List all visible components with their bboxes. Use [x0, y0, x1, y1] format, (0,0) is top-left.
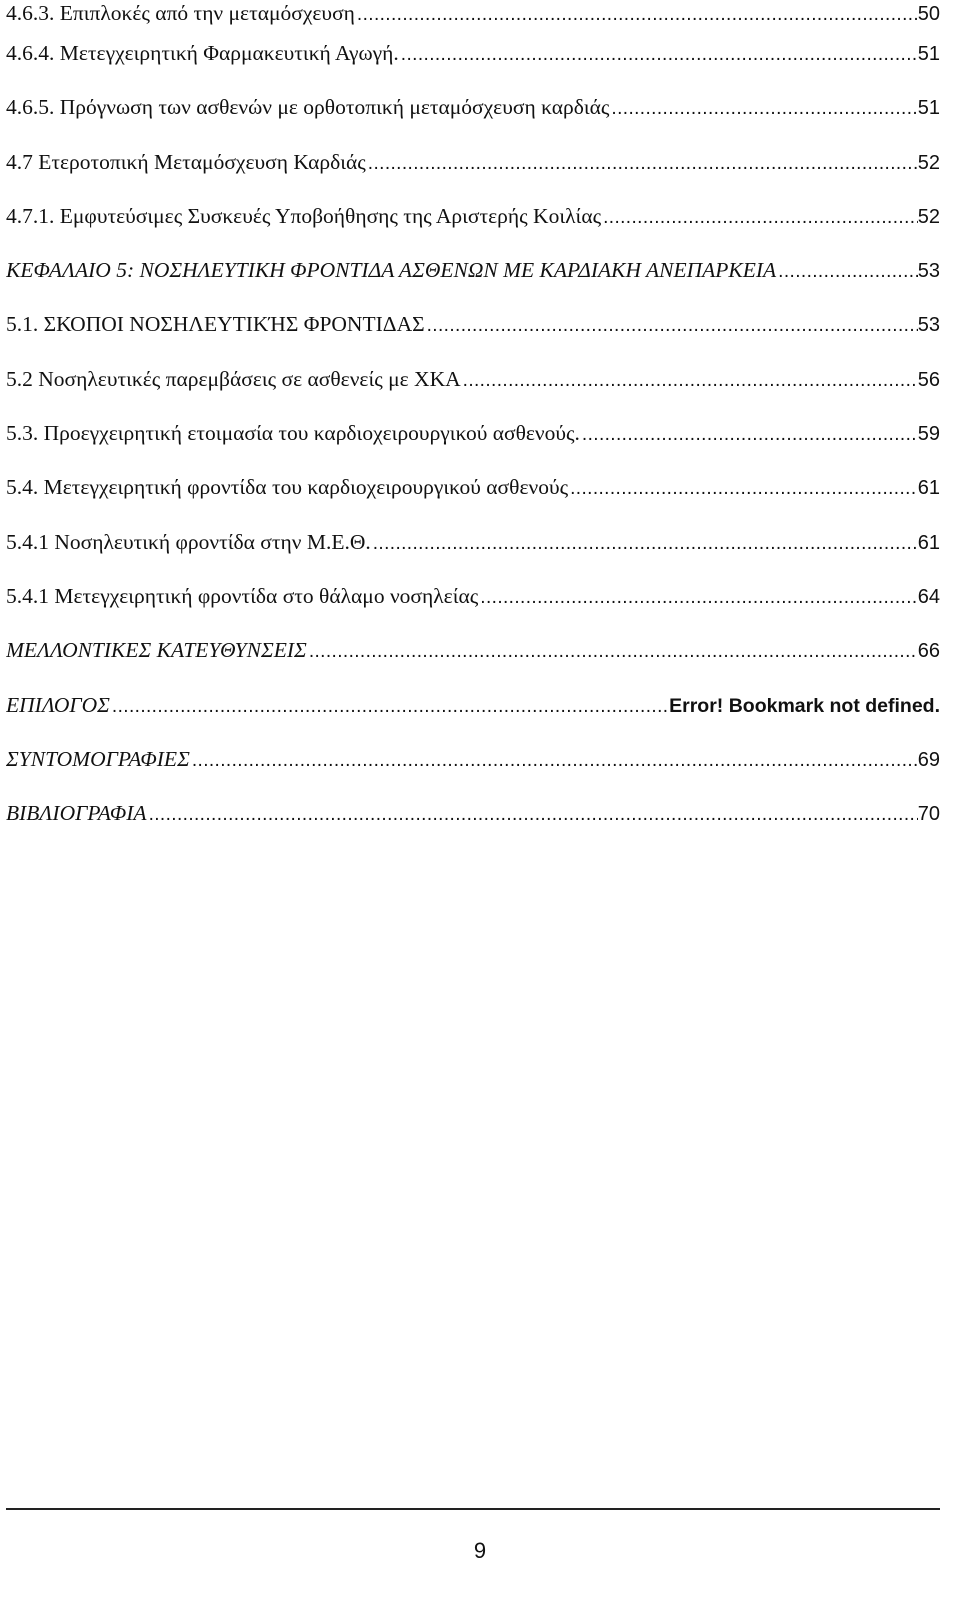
toc-entry-title: ΕΠΙΛΟΓΟΣ — [6, 692, 110, 717]
toc-entry-page: 56 — [917, 368, 940, 391]
toc-entry-title: 5.3. Προεγχειρητική ετοιμασία του καρδιοχειρουργικού ασθενούς. — [6, 421, 580, 446]
toc-entry-page: 51 — [917, 97, 940, 120]
toc-dot-leader — [110, 680, 669, 732]
toc-entry[interactable] — [6, 135, 940, 189]
toc-entry[interactable] — [6, 0, 940, 26]
toc-entry[interactable] — [6, 460, 940, 514]
toc-entry-section[interactable] — [6, 732, 940, 786]
toc-entry-title: ΣΥΝΤΟΜΟΓΡΑΦΙΕΣ — [6, 746, 190, 771]
toc-entry-page: 70 — [917, 803, 940, 826]
toc-dot-leader — [399, 28, 918, 80]
toc-entry-page: 52 — [917, 205, 940, 228]
toc-entry-page: 66 — [917, 640, 940, 663]
toc-entry-page-error: Error! Bookmark not defined. — [669, 694, 940, 717]
toc-entry-title: 4.6.4. Μετεγχειρητική Φαρμακευτική Αγωγή. — [6, 41, 399, 65]
toc-dot-leader — [307, 625, 918, 677]
toc-dot-leader — [147, 788, 918, 840]
toc-entry[interactable] — [6, 569, 940, 623]
toc-entry-page: 53 — [917, 314, 940, 337]
toc-dot-leader — [580, 408, 918, 460]
toc-entry-page: 50 — [917, 3, 940, 25]
toc-entry-title: ΚΕΦΑΛΑΙΟ 5: ΝΟΣΗΛΕΥΤΙΚΗ ΦΡΟΝΤΙΔΑ ΑΣΘΕΝΩΝ ΜΕ ΚΑΡΔΙΑΚΗ ΑΝΕΠΑΡΚΕΙΑ — [6, 258, 777, 283]
toc-entry-title: 5.4.1 Μετεγχειρητική φροντίδα στο θάλαμο νοσηλείας — [6, 583, 479, 608]
toc-entry-section[interactable] — [6, 678, 940, 732]
toc-entry-title: 4.7.1. Εμφυτεύσιμες Συσκευές Υποβοήθησης της Αριστερής Κοιλίας — [6, 203, 602, 228]
toc-entry-title: 5.1. ΣΚΟΠΟΙ ΝΟΣΗΛΕΥΤΙΚΉΣ ΦΡΟΝΤΙΔΑΣ — [6, 312, 425, 337]
toc-entry[interactable] — [6, 297, 940, 351]
toc-entry-page: 61 — [917, 531, 940, 554]
footer-divider — [6, 1508, 940, 1510]
toc-dot-leader — [366, 137, 918, 189]
toc-entry-chapter[interactable] — [6, 243, 940, 297]
toc-entry-title: 4.6.5. Πρόγνωση των ασθενών με ορθοτοπική μεταμόσχευση καρδιάς — [6, 95, 610, 120]
toc-dot-leader — [461, 354, 918, 406]
toc-entry-page: 61 — [917, 477, 940, 500]
toc-entry-title: 5.2 Νοσηλευτικές παρεμβάσεις σε ασθενείς με ΧΚΑ — [6, 366, 461, 391]
toc-entry-page: 51 — [917, 43, 940, 65]
toc-entry-page: 64 — [917, 585, 940, 608]
toc-dot-leader — [425, 299, 918, 351]
toc-dot-leader — [601, 191, 918, 243]
toc-entry-title: ΒΙΒΛΙΟΓΡΑΦΙΑ — [6, 801, 147, 826]
toc-entry-section[interactable] — [6, 786, 940, 840]
toc-dot-leader — [609, 82, 917, 134]
toc-entry-title: 4.7 Ετεροτοπική Μεταμόσχευση Καρδιάς — [6, 149, 366, 174]
toc-dot-leader — [355, 2, 918, 26]
toc-dot-leader — [568, 462, 918, 514]
toc-entry-title: 5.4.1 Νοσηλευτική φροντίδα στην Μ.Ε.Θ. — [6, 529, 371, 554]
toc-dot-leader — [190, 734, 918, 786]
toc-entry-page: 59 — [917, 423, 940, 446]
toc-entry[interactable] — [6, 189, 940, 243]
toc-entry[interactable] — [6, 515, 940, 569]
page-number: 9 — [473, 1538, 487, 1563]
toc-entry-page: 69 — [917, 748, 940, 771]
toc-dot-leader — [478, 571, 917, 623]
toc-entry-title: 4.6.3. Επιπλοκές από την μεταμόσχευση — [6, 1, 355, 25]
toc-entry-page: 52 — [917, 151, 940, 174]
table-of-contents — [6, 0, 940, 840]
toc-entry-title: 5.4. Μετεγχειρητική φροντίδα του καρδιοχειρουργικού ασθενούς — [6, 475, 569, 500]
toc-entry[interactable] — [6, 406, 940, 460]
toc-dot-leader — [371, 517, 918, 569]
toc-entry-page: 53 — [917, 260, 940, 283]
toc-entry-section[interactable] — [6, 623, 940, 677]
toc-dot-leader — [776, 245, 918, 297]
toc-entry[interactable] — [6, 26, 940, 80]
toc-entry[interactable] — [6, 352, 940, 406]
toc-entry-title: ΜΕΛΛΟΝΤΙΚΕΣ ΚΑΤΕΥΘΥΝΣΕΙΣ — [6, 638, 307, 663]
toc-entry[interactable] — [6, 80, 940, 134]
